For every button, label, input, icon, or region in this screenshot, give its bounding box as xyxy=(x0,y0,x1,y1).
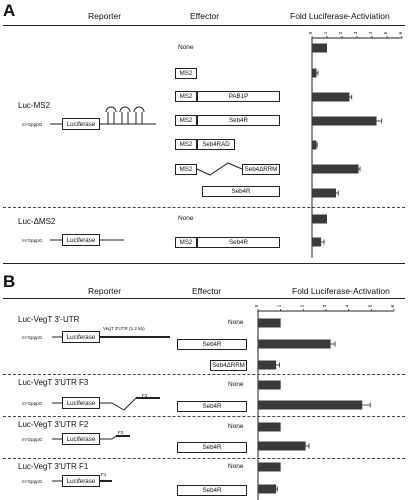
reporter-b-f2-gene: Luciferase xyxy=(62,433,100,445)
chart-bar xyxy=(312,117,377,126)
effector-b-none-2: None xyxy=(228,381,244,388)
effector-a-ms2-seb4rad-seb4rad: Seb4RAD xyxy=(197,139,235,150)
reporter-b-f1-gene: Luciferase xyxy=(62,475,100,487)
effector-a-none-1: None xyxy=(178,44,194,51)
chart-bar xyxy=(312,141,317,150)
ms2-hairpin-1 xyxy=(106,107,116,124)
effector-b-seb4r-1: Seb4R xyxy=(177,339,247,350)
reporter-b-f3-name: Luc-VegT 3'UTR F3 xyxy=(18,378,89,387)
chart-bar xyxy=(258,361,276,370)
chart-bar xyxy=(312,44,327,53)
chart-bar xyxy=(312,189,336,198)
chart-x-tick-label: 0 xyxy=(254,304,259,308)
chart-x-tick-label: 2 xyxy=(338,31,343,35)
effector-b-none-4: None xyxy=(228,463,244,470)
reporter-b-f3-cap: m⁷GpppG xyxy=(22,401,43,406)
chart-bar xyxy=(312,165,359,174)
chart-bar xyxy=(258,423,281,432)
chart-b xyxy=(254,304,395,500)
effector-b-seb4r-3: Seb4R xyxy=(177,442,247,453)
chart-x-tick-label: 3 xyxy=(322,304,327,308)
chart-bar xyxy=(258,485,276,494)
effector-a-ms2-seb4rad-ms2: MS2 xyxy=(175,139,197,150)
panel-b-header-fold: Fold Luciferase-Activation xyxy=(292,286,390,296)
effector-a-ms2-only: MS2 xyxy=(175,68,197,79)
reporter-luc-ms2-gene: Luciferase xyxy=(62,118,100,130)
reporter-b-f3-frag: F3 xyxy=(142,393,148,398)
reporter-luc-dms2-gene: Luciferase xyxy=(62,234,100,246)
reporter-b-f2-gap xyxy=(112,436,116,439)
reporter-b-utr-label: VegT 3'UTR (1.2 kb) xyxy=(103,326,145,331)
reporter-b-f3-gene: Luciferase xyxy=(62,397,100,409)
chart-x-tick-label: 5 xyxy=(367,304,373,308)
ms2-hairpin-3 xyxy=(134,107,144,124)
effector-b-seb4drrm: Seb4ΔRRM xyxy=(210,360,247,371)
reporter-luc-dms2-cap: m⁷GpppG xyxy=(22,238,43,243)
effector-a-ms2-pab1p-pab1p: PAB1P xyxy=(197,91,280,102)
effector-a-ms2-seb4drrm-part: Seb4ΔRRM xyxy=(242,164,280,175)
reporter-b-f2-cap: m⁷GpppG xyxy=(22,437,43,442)
reporter-b-f3-gap xyxy=(112,398,136,410)
chart-x-tick-label: 2 xyxy=(299,304,305,308)
effector-a-seb4r: Seb4R xyxy=(202,186,280,197)
effector-b-seb4r-2: Seb4R xyxy=(177,401,247,412)
panel-b-header-reporter: Reporter xyxy=(88,286,122,296)
chart-bar xyxy=(258,340,331,349)
reporter-luc-ms2-cap: m⁷GpppG xyxy=(22,122,43,127)
effector-a-dms2-seb4r: Seb4R xyxy=(197,237,280,248)
chart-bar xyxy=(312,215,327,224)
reporter-luc-dms2-name: Luc-ΔMS2 xyxy=(18,217,56,226)
reporter-b-f1-name: Luc-VegT 3'UTR F1 xyxy=(18,462,89,471)
effector-a-ms2-pab1p-ms2: MS2 xyxy=(175,91,197,102)
chart-x-tick-label: 3 xyxy=(353,31,358,35)
effector-a-dms2-ms2: MS2 xyxy=(175,237,197,248)
chart-bar xyxy=(312,93,350,102)
chart-bar xyxy=(258,401,362,410)
panel-a-letter: A xyxy=(3,1,16,20)
panel-b-header-effector: Effector xyxy=(192,286,222,296)
effector-b-none-3: None xyxy=(228,423,244,430)
reporter-b-utr-gene: Luciferase xyxy=(62,331,100,343)
effector-a-ms2-seb4drrm-ms2: MS2 xyxy=(175,164,197,175)
reporter-luc-ms2-name: Luc-MS2 xyxy=(18,101,51,110)
chart-bar xyxy=(258,463,281,472)
effector-b-seb4r-4: Seb4R xyxy=(177,485,247,496)
chart-bar xyxy=(258,381,281,390)
reporter-b-f1-cap: m⁷GpppG xyxy=(22,479,43,484)
reporter-b-f2-name: Luc-VegT 3'UTR F2 xyxy=(18,420,89,429)
ms2-hairpin-2 xyxy=(120,107,130,124)
effector-a-ms2-seb4r-ms2: MS2 xyxy=(175,115,197,126)
chart-x-tick-label: 4 xyxy=(344,304,350,308)
chart-x-tick-label: 5 xyxy=(383,31,388,35)
chart-x-tick-label: 1 xyxy=(276,304,282,308)
effector-a-none-2: None xyxy=(178,215,194,222)
reporter-b-f2-frag: F2 xyxy=(118,430,124,435)
effector-b-none-1: None xyxy=(228,319,244,326)
chart-a xyxy=(308,31,403,258)
reporter-b-utr-cap: m⁷GpppG xyxy=(22,335,43,340)
panel-a-header-fold: Fold Luciferase-Activiation xyxy=(290,11,390,21)
panel-a-header-effector: Effector xyxy=(190,11,220,21)
panel-b-letter: B xyxy=(3,272,16,291)
panel-a-header-reporter: Reporter xyxy=(88,11,122,21)
chart-x-tick-label: 6 xyxy=(398,31,403,35)
chart-bar xyxy=(258,442,306,451)
chart-bar xyxy=(258,319,281,328)
chart-x-tick-label: 6 xyxy=(390,304,395,308)
chart-x-tick-label: 4 xyxy=(368,31,373,35)
reporter-b-utr-name: Luc-VegT 3'-UTR xyxy=(18,315,80,324)
effector-a-ms2-seb4r-seb4r: Seb4R xyxy=(197,115,280,126)
chart-bar xyxy=(312,238,321,247)
chart-x-tick-label: 1 xyxy=(323,31,328,35)
chart-bar xyxy=(312,69,317,78)
effector-a-deletion-connector xyxy=(197,163,242,175)
chart-x-tick-label: 0 xyxy=(308,31,313,35)
reporter-b-f1-frag: F1 xyxy=(101,472,107,477)
